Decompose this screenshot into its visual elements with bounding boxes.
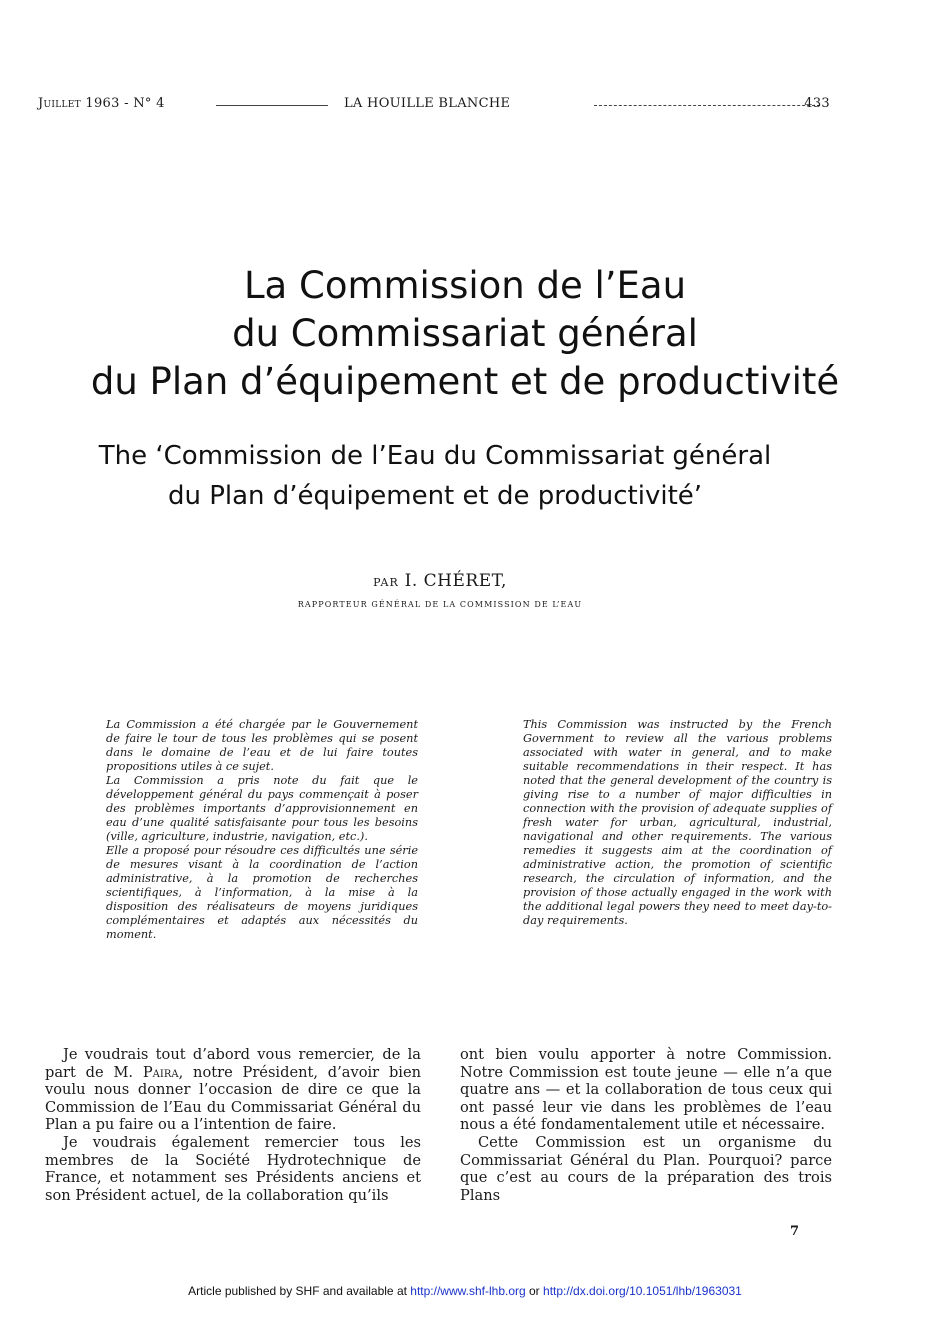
journal-page-number: 433 [804, 96, 830, 111]
abstract-fr-paragraph-1: La Commission a été chargée par le Gouvernement de faire le tour de tous les problèmes qui se posent dans le domaine de l’eau et de lui faire toutes propositions utiles à ce sujet. [106, 718, 418, 773]
abstract-en-paragraph-1: This Commission was instructed by the French Government to review all the various problems associated with water in general, and to make suitable recommendations in their respect. It has noted that the general development of the country is giving rise to a number of major difficulties in connection with the provision of adequate supplies of fresh water for urban, agricultural, industrial, navigational and other requirements. The various remedies it suggests aim at the coordination of administrative action, the promotion of scientific research, the circulation of information, and the provision of those actually engaged in the work with the additional legal powers they need to meet day-to-day requirements. [523, 718, 832, 927]
body-right-paragraph-2: Cette Commission est un organisme du Commissariat Général du Plan. Pourquoi? parce que c’est au cours de la préparation des trois Plans [460, 1133, 832, 1204]
page-number: 7 [790, 1224, 800, 1239]
body-left-p1-text-a: Je voudrais tout d’abord vous remercier, de la part de M. [45, 1046, 421, 1081]
body-column-left [45, 1046, 421, 1204]
title-line-1: La Commission de l’Eau [243, 264, 687, 307]
author-name: I. CHÉRET, [404, 571, 507, 591]
body-left-p1-text-b: , notre Président, d’avoir bien voulu nous donner l’occasion de dire ce que la Commission de l’Eau du Commissariat Général du Plan a pu faire ou a l’intention de faire. [45, 1063, 421, 1134]
doi-link[interactable]: http://dx.doi.org/10.1051/lhb/1963031 [543, 1284, 742, 1298]
article-subtitle-english [0, 436, 870, 516]
body-right-paragraph-1: ont bien voulu apporter à notre Commission. Notre Commission est toute jeune — elle n’a que quatre ans — et la collaboration de tous ceux qui ont passé leur vie dans les problèmes de l’eau nous a été fondamentalement utile et nécessaire. [460, 1046, 832, 1134]
footer-prefix: Article published by SHF and available at [188, 1284, 411, 1298]
subtitle-line-2: du Plan d’équipement et de productivité’ [167, 481, 703, 511]
issue-info: Juillet 1963 - N° 4 [38, 96, 165, 111]
abstract-fr-paragraph-3: Elle a proposé pour résoudre ces difficultés une série de mesures visant à la coordination de l’action administrative, à la promotion de recherches scientifiques, à l’information, à la mise à la disposition des réalisateurs de moyens juridiques complémentaires et adaptés aux nécessités du moment. [106, 844, 418, 941]
footer-or: or [525, 1284, 544, 1298]
title-line-2: du Commissariat général [232, 312, 698, 355]
abstract-fr-paragraph-2: La Commission a pris note du fait que le développement général du pays commençait à poser des problèmes importants d’approvisionnement en eau d’une qualité satisfaisante pour tous les besoins (ville, agriculture, industrie, navigation, etc.). [106, 774, 418, 843]
body-left-paragraph-2: Je voudrais également remercier tous les membres de la Société Hydrotechnique de France, et notamment ses Présidents anciens et son Président actuel, de la collaboration qu’ils [45, 1133, 421, 1204]
subtitle-line-1: The ‘Commission de l’Eau du Commissariat général [98, 441, 772, 471]
body-left-paragraph-1 [45, 1046, 421, 1134]
abstract-english [523, 718, 832, 928]
title-line-3: du Plan d’équipement et de productivité [90, 360, 840, 403]
author-par: PAR [373, 576, 399, 589]
running-header [38, 96, 830, 116]
shf-link[interactable]: http://www.shf-lhb.org [410, 1284, 526, 1298]
abstract-french [106, 718, 418, 942]
header-rule-left [216, 105, 328, 106]
author-line [0, 571, 880, 591]
author-role: RAPPORTEUR GÉNÉRAL DE LA COMMISSION DE L’EAU [297, 600, 583, 609]
publication-footer [0, 1284, 930, 1298]
body-column-right [460, 1046, 832, 1204]
header-rule-right [594, 105, 820, 106]
journal-name: LA HOUILLE BLANCHE [344, 96, 511, 111]
president-name: Paira [142, 1063, 179, 1081]
article-title [0, 262, 930, 406]
